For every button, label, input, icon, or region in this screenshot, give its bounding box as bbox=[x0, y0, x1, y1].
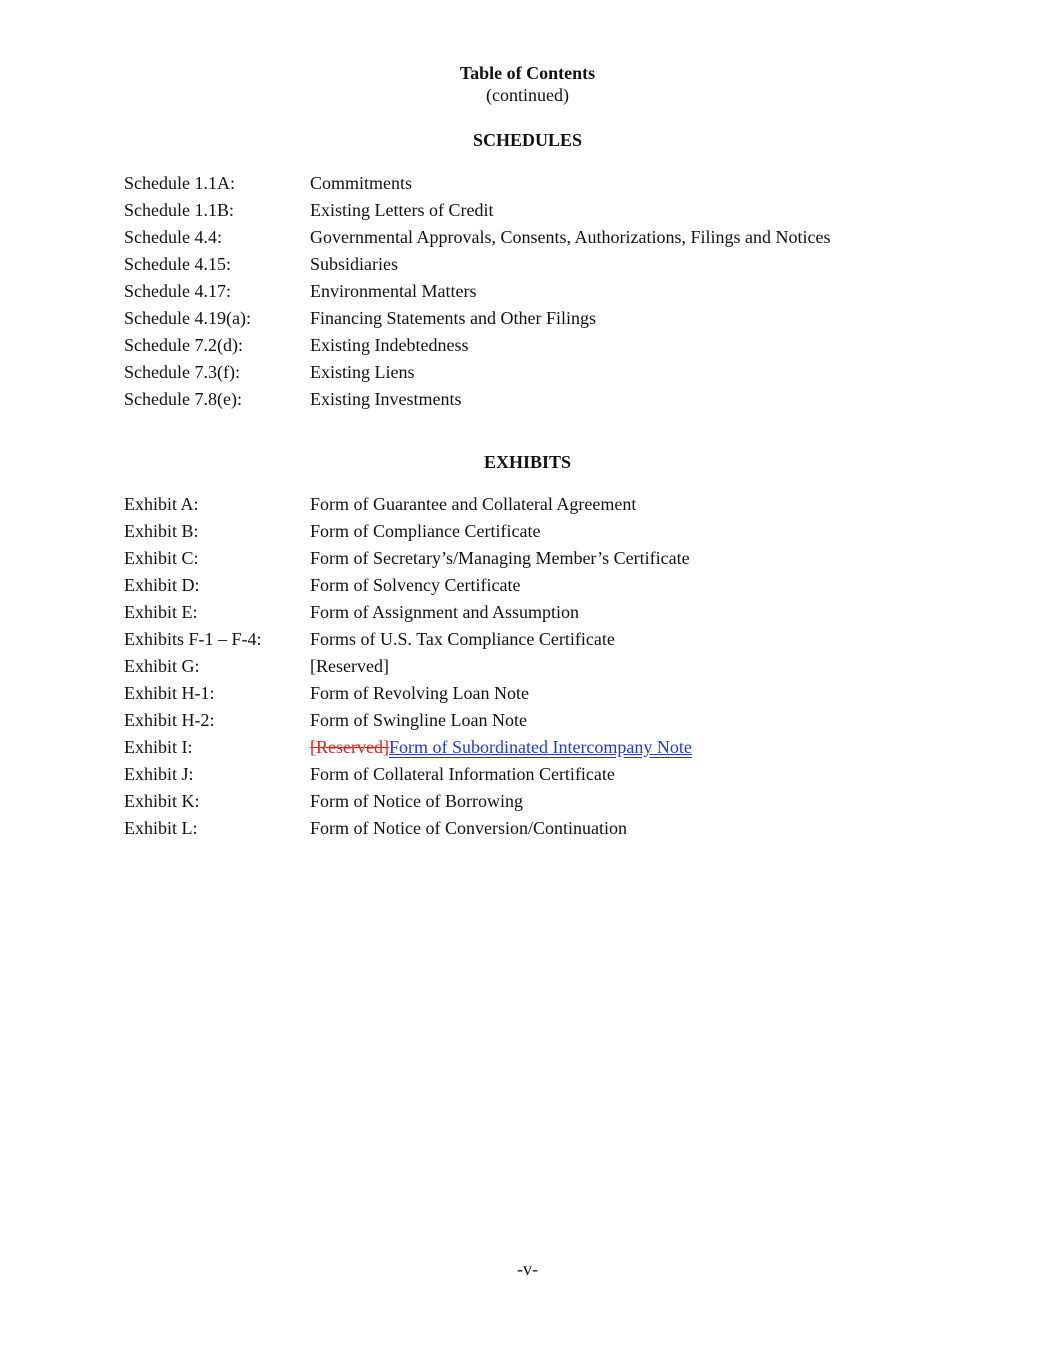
schedule-label: Schedule 4.17: bbox=[124, 281, 231, 301]
exhibit-description: Form of Swingline Loan Note bbox=[310, 710, 527, 730]
schedule-description: Existing Liens bbox=[310, 362, 415, 382]
schedule-label: Schedule 4.15: bbox=[124, 254, 231, 274]
exhibits-heading: EXHIBITS bbox=[483, 452, 572, 472]
exhibit-description-redline bbox=[310, 734, 692, 761]
exhibit-label: Exhibit E: bbox=[124, 602, 198, 622]
exhibit-label: Exhibit C: bbox=[124, 548, 199, 568]
schedule-description: Subsidiaries bbox=[310, 254, 398, 274]
schedules-heading: SCHEDULES bbox=[472, 130, 583, 150]
exhibit-label: Exhibit B: bbox=[124, 521, 199, 541]
schedule-description: Existing Investments bbox=[310, 389, 462, 409]
schedule-description: Environmental Matters bbox=[310, 281, 477, 301]
schedule-label: Schedule 7.8(e): bbox=[124, 389, 242, 409]
exhibit-description: Form of Revolving Loan Note bbox=[310, 683, 529, 703]
schedule-description: Financing Statements and Other Filings bbox=[310, 308, 596, 328]
exhibit-label: Exhibit L: bbox=[124, 818, 198, 838]
exhibit-label: Exhibit A: bbox=[124, 494, 199, 514]
exhibit-description: Form of Notice of Conversion/Continuation bbox=[310, 818, 627, 838]
deleted-text: [Reserved] bbox=[310, 737, 389, 757]
exhibit-label: Exhibit H-1: bbox=[124, 683, 215, 703]
schedule-label: Schedule 4.19(a): bbox=[124, 308, 251, 328]
exhibit-description: Form of Notice of Borrowing bbox=[310, 791, 523, 811]
schedule-label: Schedule 7.2(d): bbox=[124, 335, 243, 355]
exhibit-label: Exhibit D: bbox=[124, 575, 200, 595]
schedule-description: Existing Indebtedness bbox=[310, 335, 469, 355]
exhibit-description: Form of Guarantee and Collateral Agreement bbox=[310, 494, 637, 514]
exhibit-description: [Reserved] bbox=[310, 656, 389, 676]
page-subtitle: (continued) bbox=[486, 85, 569, 105]
page-number: -v- bbox=[517, 1259, 538, 1279]
exhibit-description: Form of Collateral Information Certificate bbox=[310, 764, 615, 784]
exhibit-label: Exhibit K: bbox=[124, 791, 200, 811]
schedule-label: Schedule 4.4: bbox=[124, 227, 222, 247]
schedule-label: Schedule 1.1A: bbox=[124, 173, 235, 193]
exhibit-description: Forms of U.S. Tax Compliance Certificate bbox=[310, 629, 615, 649]
schedule-description: Commitments bbox=[310, 173, 413, 193]
exhibit-description: Form of Solvency Certificate bbox=[310, 575, 521, 595]
exhibit-label: Exhibits F-1 – F-4: bbox=[124, 629, 262, 649]
exhibit-label: Exhibit G: bbox=[124, 656, 200, 676]
inserted-text: Form of Subordinated Intercompany Note bbox=[388, 737, 692, 757]
schedule-description: Existing Letters of Credit bbox=[310, 200, 494, 220]
exhibit-description: Form of Secretary’s/Managing Member’s Certificate bbox=[310, 548, 690, 568]
exhibit-label: Exhibit I: bbox=[124, 737, 193, 757]
exhibit-label: Exhibit J: bbox=[124, 764, 194, 784]
exhibit-label: Exhibit H-2: bbox=[124, 710, 215, 730]
page-title: Table of Contents bbox=[459, 63, 596, 83]
schedule-description: Governmental Approvals, Consents, Authorizations, Filings and Notices bbox=[310, 227, 831, 247]
exhibit-description: Form of Compliance Certificate bbox=[310, 521, 541, 541]
schedule-label: Schedule 1.1B: bbox=[124, 200, 234, 220]
exhibit-description: Form of Assignment and Assumption bbox=[310, 602, 580, 622]
schedule-label: Schedule 7.3(f): bbox=[124, 362, 240, 382]
